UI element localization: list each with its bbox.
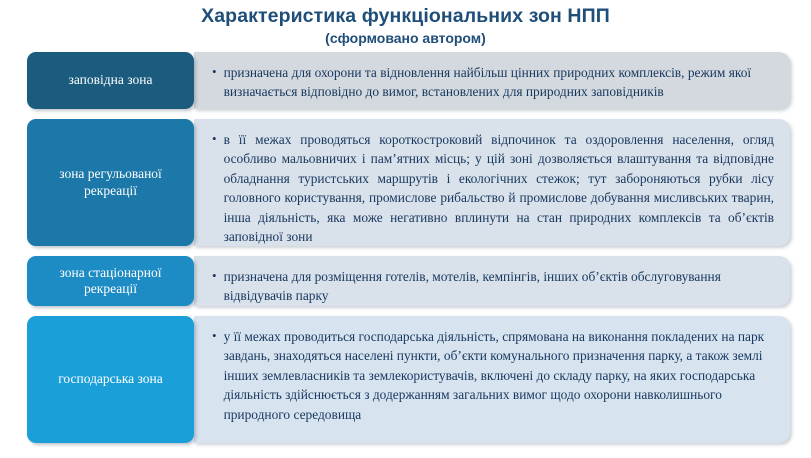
page-title: Характеристика функціональних зон НПП — [201, 5, 610, 27]
zone-label-text: зона стаціонарної рекреації — [59, 264, 162, 296]
zone-description-text: призначена для розміщення готелів, мотелів, кемпінгів, інших об’єктів обслуговування відвідувачів парку — [223, 269, 721, 304]
zone-rows-list — [0, 52, 811, 453]
bullet-item — [212, 63, 774, 102]
zone-label-box[interactable] — [27, 119, 194, 246]
bullet-point-icon: • — [212, 268, 217, 283]
zone-label-text: зона регульованої рекреації — [59, 166, 162, 198]
bullet-point-icon: • — [212, 131, 217, 146]
zone-description-panel — [194, 119, 790, 246]
zone-description-panel — [194, 52, 790, 109]
bullet-point-icon: • — [212, 64, 217, 79]
zone-label-text: господарська зона — [58, 371, 163, 387]
page-subtitle: (сформовано автором) — [325, 30, 486, 47]
bullet-item — [212, 327, 774, 424]
zone-row — [0, 256, 811, 306]
bullet-point-icon: • — [212, 328, 217, 343]
zone-row — [0, 119, 811, 246]
zone-label-text: заповідна зона — [68, 72, 153, 88]
bullet-item — [212, 267, 774, 306]
zone-description-text: у її межах проводиться господарська діяльність, спрямована на виконання покладених на парк завдань, знаходяться населені пункти, об’єкти комунального призначення парку, а також землі інших землевласників та землекористувачів, включені до складу парку, на яких господарська діяльність здійснюється з додержанням загальних вимог щодо охорони навколишнього природного середовища — [223, 329, 765, 422]
zone-description-text: призначена для охорони та відновлення найбільш цінних природних комплексів, режим якої визначається відповідно до вимог, встановлених для природних заповідників — [223, 65, 752, 100]
zone-label-box[interactable] — [27, 316, 194, 443]
zone-label-box[interactable] — [27, 52, 194, 109]
title-block — [0, 0, 811, 48]
zone-description-panel — [194, 316, 790, 443]
zone-label-box[interactable] — [27, 256, 194, 306]
zone-description-panel — [194, 256, 790, 306]
zone-row — [0, 316, 811, 443]
zone-row — [0, 52, 811, 109]
bullet-item — [212, 130, 774, 247]
zone-description-text: в її межах проводяться короткостроковий відпочинок та оздоровлення населення, огляд особливо мальовничих і пам’ятних місць; у цій зоні дозволяється влаштування та відповідне обладнання туристських маршрутів і екологічних стежок; тут забороняються рубки лісу головного користування, промислове рибальство й промислове добування мисливських тварин, інша діяльність, яка може негативно вплинути на стан природних комплексів та об’єктів заповідної зони — [223, 132, 774, 245]
